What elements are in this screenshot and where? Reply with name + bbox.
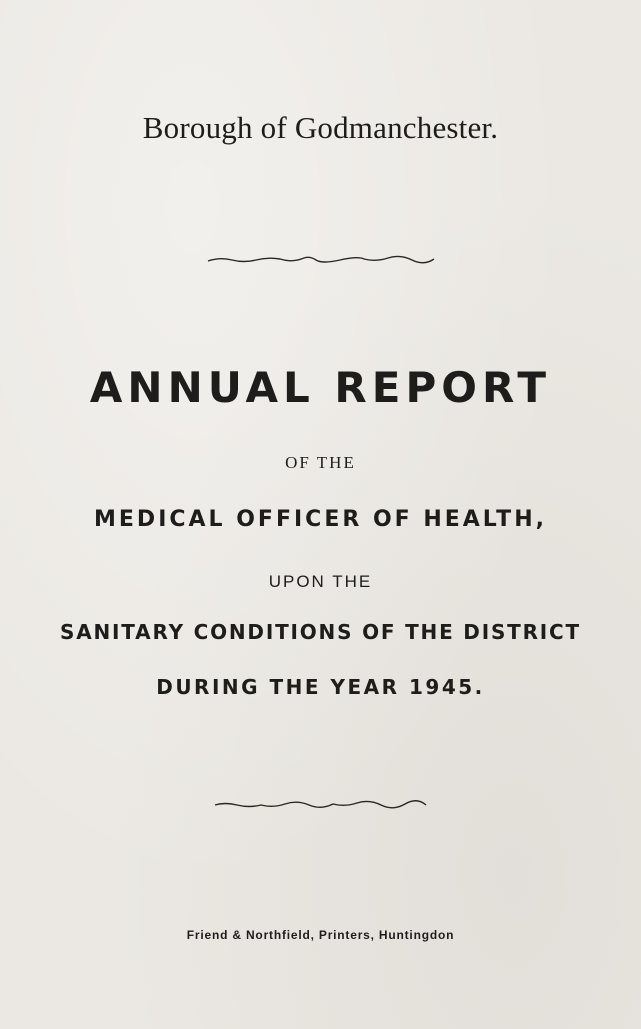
during-year-heading: DURING THE YEAR 1945. bbox=[156, 675, 485, 699]
borough-title: Borough of Godmanchester. bbox=[142, 110, 499, 145]
medical-officer-heading: MEDICAL OFFICER OF HEALTH, bbox=[94, 507, 547, 532]
decorative-rule-bottom bbox=[0, 800, 641, 810]
of-the-text: OF THE bbox=[285, 453, 356, 472]
printer-imprint: Friend & Northfield, Printers, Huntingdon bbox=[186, 928, 455, 942]
annual-report-heading: ANNUAL REPORT bbox=[89, 363, 552, 412]
decorative-rule-top bbox=[0, 255, 641, 265]
sanitary-conditions-heading: SANITARY CONDITIONS OF THE DISTRICT bbox=[60, 620, 581, 644]
upon-the-text: UPON THE bbox=[268, 572, 373, 591]
